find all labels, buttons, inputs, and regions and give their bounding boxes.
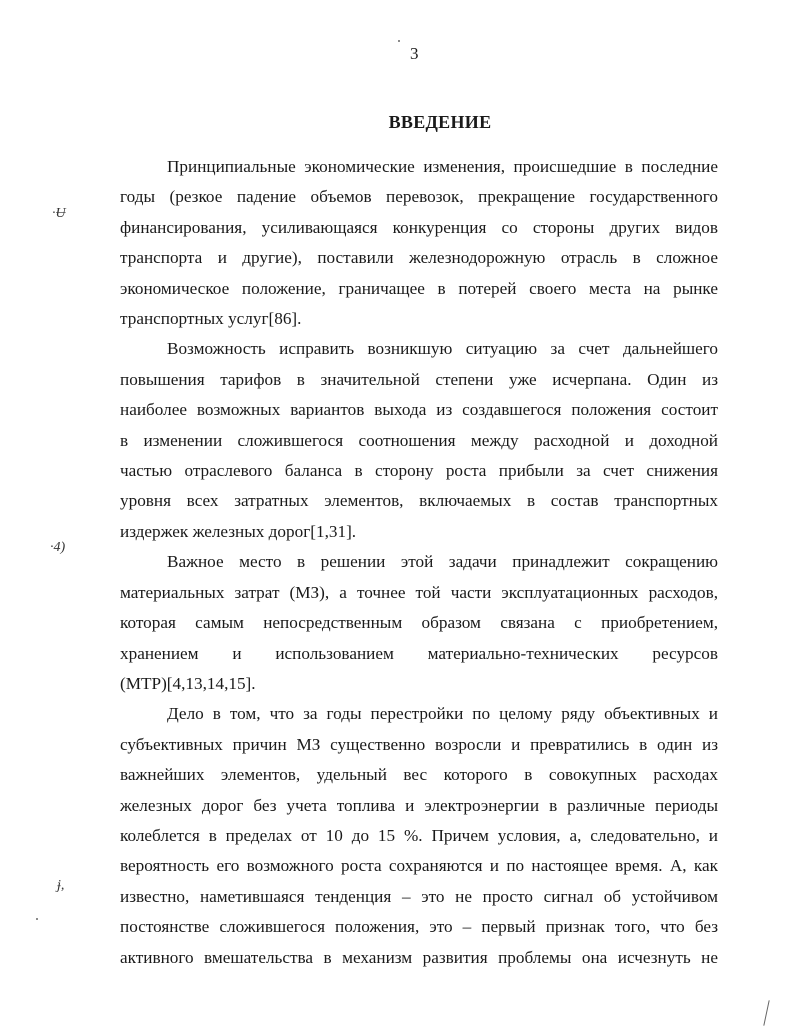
text-line: вероятность его возможного роста сохраняются и по настоящее время. А, как [120,856,718,876]
text-line: транспортных услуг[86]. [120,309,302,329]
text-line: железных дорог без учета топлива и электроэнергии в различные периоды [120,795,718,815]
scan-speck [398,40,400,42]
text-line: Важное место в решении этой задачи принадлежит сокращению [167,552,718,572]
paragraph-3 [120,547,718,699]
text-line: частью отраслевого баланса в сторону роста прибыли за счет снижения [120,461,718,481]
text-line: Принципиальные экономические изменения, происшедшие в последние [167,157,718,176]
text-line: колеблется в пределах от 10 до 15 %. Причем условия, а, следовательно, и [120,825,718,845]
paragraph-2 [120,334,718,547]
text-line: Возможность исправить возникшую ситуацию за счет дальнейшего [167,339,718,359]
text-line: важнейших элементов, удельный вес которого в совокупных расходах [120,765,718,785]
text-line: известно, наметившаяся тенденция – это не просто сигнал об устойчивом [120,886,718,906]
paragraph-4 [120,699,718,973]
text-line: издержек железных дорог[1,31]. [120,521,357,541]
text-line: в изменении сложившегося соотношения между расходной и доходной [120,430,718,450]
text-line: экономическое положение, граничащее в потерей своего места на рынке [120,278,718,298]
margin-mark-2: ·4) [50,540,66,555]
text-line: уровня всех затратных элементов, включаемых в состав транспортных [120,491,718,511]
text-line: Дело в том, что за годы перестройки по целому ряду объективных и [167,704,718,724]
text-line: повышения тарифов в значительной степени уже исчерпана. Один из [120,369,718,389]
text-line: наиболее возможных вариантов выхода из создавшегося положения состоит [120,400,718,420]
paragraph-1 [120,152,718,334]
scan-speck [763,1000,769,1026]
text-line: постоянстве сложившегося положения, это – первый признак того, что без [120,917,718,937]
text-line: материальных затрат (МЗ), а точнее той части эксплуатационных расходов, [120,582,718,602]
page-number: 3 [410,44,419,63]
text-line: годы (резкое падение объемов перевозок, прекращение государственного [120,187,718,207]
margin-mark-1: ·Ʉ [52,206,66,221]
margin-mark-3: ɉ, [57,878,65,893]
text-line: субъективных причин МЗ существенно возросли и превратились в один из [120,734,718,754]
section-title: ВВЕДЕНИЕ [388,112,492,132]
text-line: хранением и использованием материально-технических ресурсов [120,643,718,663]
text-line: которая самым непосредственным образом связана с приобретением, [120,613,718,633]
body-text [120,152,718,973]
text-line: финансирования, усиливающаяся конкуренция со стороны других видов [120,217,718,237]
scan-speck [36,918,38,920]
text-line: транспорта и другие), поставили железнодорожную отрасль в сложное [120,248,718,268]
text-line: активного вмешательства в механизм развития проблемы она исчезнуть не [120,947,718,967]
text-line: (МТР)[4,13,14,15]. [120,673,256,693]
